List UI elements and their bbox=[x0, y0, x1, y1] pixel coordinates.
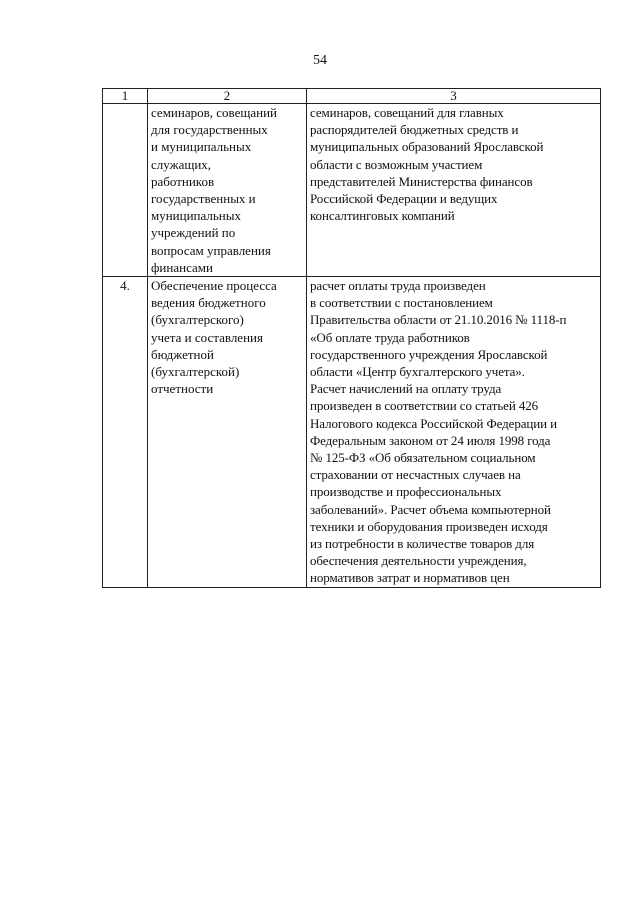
text-line: семинаров, совещаний для главных bbox=[310, 105, 504, 120]
text-line: нормативов затрат и нормативов цен bbox=[310, 570, 510, 586]
text-line: Обеспечение процесса bbox=[151, 278, 277, 294]
text-line: бюджетной bbox=[151, 346, 214, 362]
text-line: государственного учреждения Ярославской bbox=[310, 346, 548, 362]
header-cell-2: 2 bbox=[148, 89, 307, 104]
text-line: государственных и bbox=[151, 191, 256, 207]
text-line: семинаров, совещаний bbox=[151, 105, 278, 120]
text-line: (бухгалтерской) bbox=[151, 364, 240, 380]
text-line: страховании от несчастных случаев на bbox=[310, 467, 521, 483]
text-line: вопросам управления bbox=[151, 242, 271, 258]
text-line: из потребности в количестве товаров для bbox=[310, 536, 535, 552]
row-detail-cell bbox=[307, 277, 601, 588]
row-description-cell bbox=[148, 277, 307, 588]
text-line: № 125-ФЗ «Об обязательном социальном bbox=[310, 450, 536, 466]
text-line: служащих, bbox=[151, 156, 212, 172]
text-line: работников bbox=[151, 173, 215, 189]
text-line: в соответствии с постановлением bbox=[310, 295, 493, 311]
text-line: произведен в соответствии со статьей 426 bbox=[310, 398, 539, 414]
text-line: учета и составления bbox=[151, 329, 263, 345]
header-cell-3: 3 bbox=[307, 89, 601, 104]
text-line: обеспечения деятельности учреждения, bbox=[310, 553, 527, 569]
text-line: отчетности bbox=[151, 381, 214, 397]
text-line: Правительства области от 21.10.2016 № 1118-п bbox=[310, 312, 567, 328]
text-line: производстве и профессиональных bbox=[310, 484, 502, 500]
text-line: и муниципальных bbox=[151, 139, 252, 155]
table-header-row bbox=[103, 89, 601, 104]
text-line: техники и оборудования произведен исходя bbox=[310, 518, 548, 534]
text-line: Налогового кодекса Российской Федерации и bbox=[310, 415, 558, 431]
text-line: Расчет начислений на оплату труда bbox=[310, 381, 502, 397]
text-line: Российской Федерации и ведущих bbox=[310, 191, 498, 207]
page-number: 54 bbox=[313, 53, 327, 68]
text-line: распорядителей бюджетных средств и bbox=[310, 122, 519, 138]
table-row bbox=[103, 104, 601, 277]
text-line: области «Центр бухгалтерского учета». bbox=[310, 364, 525, 380]
text-line: Федеральным законом от 24 июля 1998 года bbox=[310, 432, 551, 448]
row-description-cell bbox=[148, 104, 307, 277]
text-line: финансами bbox=[151, 259, 213, 275]
text-line: заболеваний». Расчет объема компьютерной bbox=[310, 501, 551, 517]
text-line: «Об оплате труда работников bbox=[310, 329, 470, 345]
text-line: (бухгалтерского) bbox=[151, 312, 244, 328]
text-line: расчет оплаты труда произведен bbox=[310, 278, 486, 294]
text-line: области с возможным участием bbox=[310, 156, 483, 172]
text-line: муниципальных образований Ярославской bbox=[310, 139, 544, 155]
text-line: для государственных bbox=[151, 122, 268, 138]
text-line: ведения бюджетного bbox=[151, 295, 266, 311]
row-number bbox=[103, 104, 148, 277]
header-cell-1: 1 bbox=[103, 89, 148, 104]
text-line: муниципальных bbox=[151, 208, 242, 224]
text-line: учреждений по bbox=[151, 225, 236, 241]
row-detail-cell bbox=[307, 104, 601, 277]
row-number: 4. bbox=[103, 277, 148, 588]
table-row bbox=[103, 277, 601, 588]
document-table bbox=[102, 88, 601, 588]
text-line: консалтинговых компаний bbox=[310, 208, 455, 224]
text-line: представителей Министерства финансов bbox=[310, 173, 533, 189]
